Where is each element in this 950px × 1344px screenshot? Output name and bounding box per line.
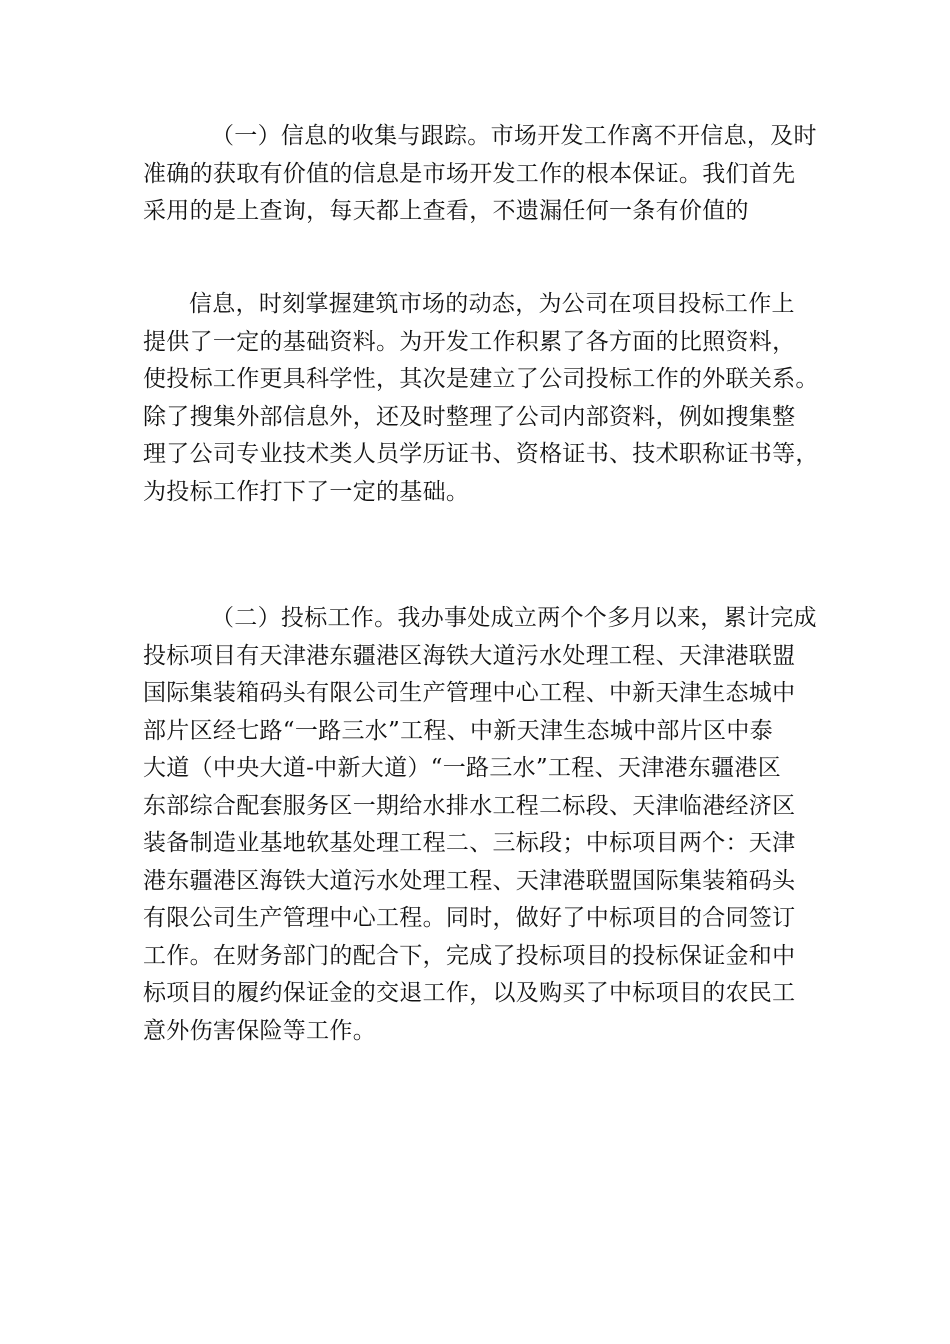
text-line: 港东疆港区海铁大道污水处理工程、天津港联盟国际集装箱码头 (143, 867, 796, 894)
text-line: 使投标工作更具科学性，其次是建立了公司投标工作的外联关系。 (143, 366, 819, 392)
text-line: 国际集装箱码头有限公司生产管理中心工程、中新天津生态城中 (143, 680, 796, 706)
text-line: 投标项目有天津港东疆港区海铁大道污水处理工程、天津港联盟 (143, 642, 796, 669)
text-line: 理了公司专业技术类人员学历证书、资格证书、技术职称证书等， (143, 441, 819, 467)
text-line: 为投标工作打下了一定的基础。 (143, 478, 470, 505)
text-line: 除了搜集外部信息外，还及时整理了公司内部资料，例如搜集整 (143, 403, 796, 430)
text-line: （一）信息的收集与跟踪。市场开发工作离不开信息，及时 (211, 123, 817, 149)
text-line: 部片区经七路“一路三水”工程、中新天津生态城中部片区中泰 (143, 717, 773, 744)
text-line: 大道（中央大道-中新大道）“一路三水”工程、天津港东疆港区 (143, 755, 781, 781)
text-line: 标项目的履约保证金的交退工作，以及购买了中标项目的农民工 (143, 980, 796, 1006)
text-line: 工作。在财务部门的配合下，完成了投标项目的投标保证金和中 (143, 942, 796, 969)
text-line: 提供了一定的基础资料。为开发工作积累了各方面的比照资料， (143, 328, 796, 355)
text-line: 意外伤害保险等工作。 (143, 1017, 376, 1044)
text-line: （二）投标工作。我办事处成立两个个多月以来，累计完成 (211, 605, 817, 631)
text-line: 有限公司生产管理中心工程。同时，做好了中标项目的合同签订 (143, 905, 796, 931)
paragraph-bidding-work (143, 600, 817, 1050)
paragraph-info-continued (143, 286, 819, 511)
text-line: 东部综合配套服务区一期给水排水工程二标段、天津临港经济区 (143, 792, 796, 819)
text-line: 信息，时刻掌握建筑市场的动态，为公司在项目投标工作上 (189, 291, 795, 317)
paragraph-info-collection (143, 118, 817, 231)
text-line: 装备制造业基地软基处理工程二、三标段；中标项目两个：天津 (143, 830, 796, 856)
text-line: 准确的获取有价值的信息是市场开发工作的根本保证。我们首先 (143, 160, 796, 187)
text-line: 采用的是上查询，每天都上查看，不遗漏任何一条有价值的 (143, 198, 749, 224)
